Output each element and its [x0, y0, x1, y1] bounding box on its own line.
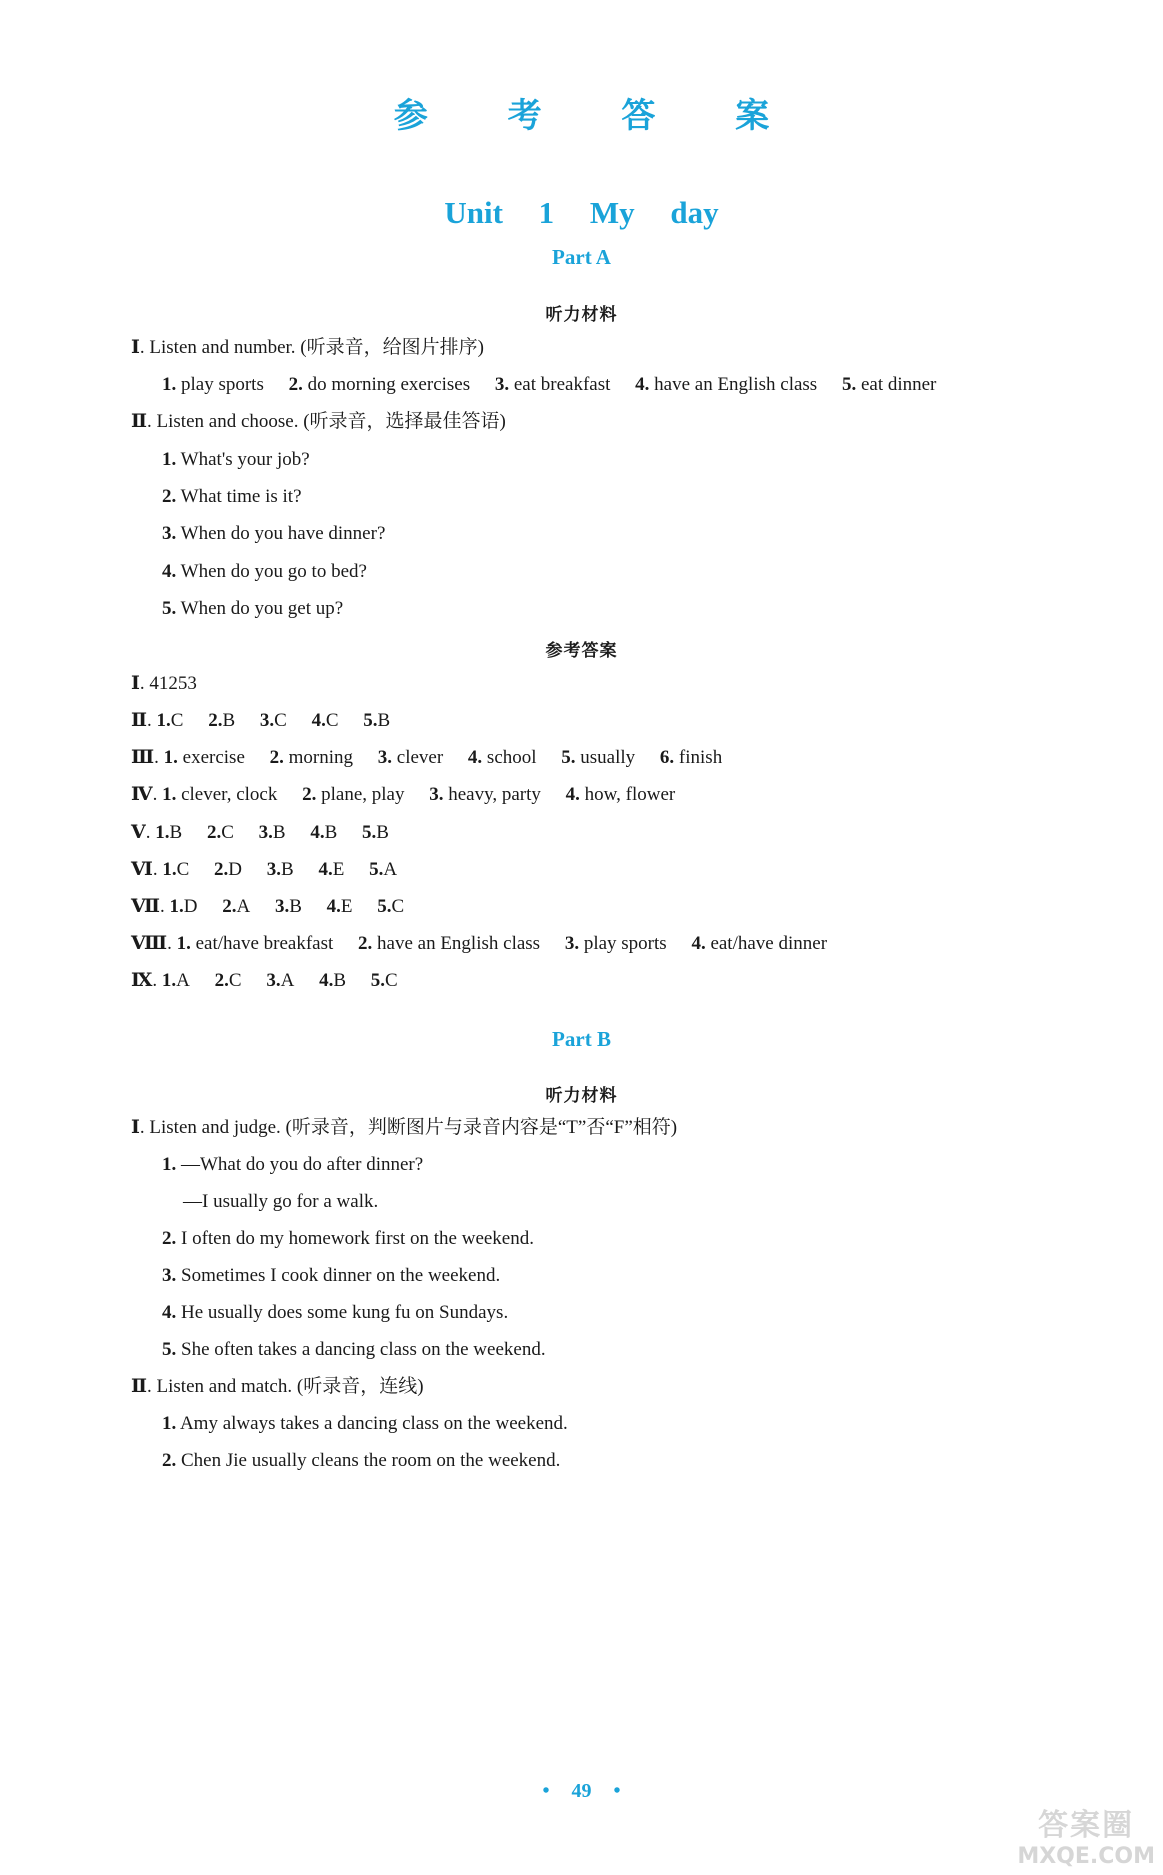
- answer-row: Ⅳ. 1. clever, clock 2. plane, play 3. heavy, party 4. how, flower: [131, 784, 676, 805]
- list-item: 4. He usually does some kung fu on Sundays.: [162, 1302, 509, 1323]
- roman-numeral: Ⅰ: [131, 1117, 140, 1138]
- unit-title: Unit 1 My day: [444, 195, 719, 230]
- part-a-section1-instruction: Ⅰ. Listen and number. (听录音，给图片排序): [131, 337, 484, 358]
- answer-row: Ⅰ. 41253: [131, 673, 197, 694]
- part-a-heading: Part A: [552, 245, 611, 269]
- list-item: 1. Amy always takes a dancing class on the weekend.: [162, 1413, 568, 1434]
- list-item: 1. play sports: [162, 374, 264, 395]
- list-item: 2. Chen Jie usually cleans the room on the weekend.: [162, 1450, 561, 1471]
- roman-numeral: Ⅱ: [131, 1376, 148, 1397]
- list-item: 3. Sometimes I cook dinner on the weekend.: [162, 1265, 501, 1286]
- list-item: 2. What time is it?: [162, 486, 302, 507]
- answer-row: Ⅴ. 1.B 2.C 3.B 4.B 5.B: [131, 822, 389, 843]
- list-item: 4. have an English class: [635, 374, 818, 395]
- list-item: —I usually go for a walk.: [183, 1191, 379, 1212]
- answer-row: Ⅶ. 1.D 2.A 3.B 4.E 5.C: [131, 896, 405, 917]
- answer-row: Ⅸ. 1.A 2.C 3.A 4.B 5.C: [131, 970, 398, 991]
- roman-numeral: Ⅰ: [131, 337, 140, 358]
- watermark: 答案圈 MXQE.COM: [1017, 1808, 1155, 1869]
- list-item: 3. eat breakfast: [494, 374, 611, 395]
- part-a-answers-heading: 参考答案: [545, 641, 618, 661]
- part-b-heading: Part B: [552, 1027, 611, 1051]
- answer-row: Ⅷ. 1. eat/have breakfast 2. have an English class 3. play sports 4. eat/have dinner: [131, 933, 828, 954]
- list-item: 5. eat dinner: [841, 374, 937, 395]
- part-a-section2-instruction: Ⅱ. Listen and choose. (听录音，选择最佳答语): [131, 411, 506, 432]
- part-b-section2-instruction: Ⅱ. Listen and match. (听录音，连线): [131, 1376, 424, 1397]
- list-item: 3. When do you have dinner?: [162, 523, 386, 544]
- list-item: 2. do morning exercises: [288, 374, 471, 395]
- page-number: • 49 •: [542, 1780, 621, 1802]
- part-b-listening-heading: 听力材料: [545, 1086, 618, 1106]
- page-title: 参 考 答 案: [393, 96, 804, 136]
- list-item: 5. She often takes a dancing class on the weekend.: [162, 1339, 546, 1360]
- list-item: 4. When do you go to bed?: [162, 561, 367, 582]
- list-item: 1. What's your job?: [162, 449, 310, 470]
- list-item: 2. I often do my homework first on the weekend.: [162, 1228, 534, 1249]
- answer-row: Ⅲ. 1. exercise 2. morning 3. clever 4. school 5. usually 6. finish: [131, 747, 723, 768]
- part-b-section1-instruction: Ⅰ. Listen and judge. (听录音，判断图片与录音内容是“T”否“F”相符): [131, 1117, 678, 1138]
- answer-row: Ⅱ. 1.C 2.B 3.C 4.C 5.B: [131, 710, 391, 731]
- answer-row: Ⅵ. 1.C 2.D 3.B 4.E 5.A: [131, 859, 398, 880]
- list-item: 1. —What do you do after dinner?: [162, 1154, 424, 1175]
- roman-numeral: Ⅱ: [131, 411, 148, 432]
- list-item: 5. When do you get up?: [162, 598, 344, 619]
- part-a-section1-items: [162, 373, 956, 397]
- part-a-listening-heading: 听力材料: [545, 305, 618, 325]
